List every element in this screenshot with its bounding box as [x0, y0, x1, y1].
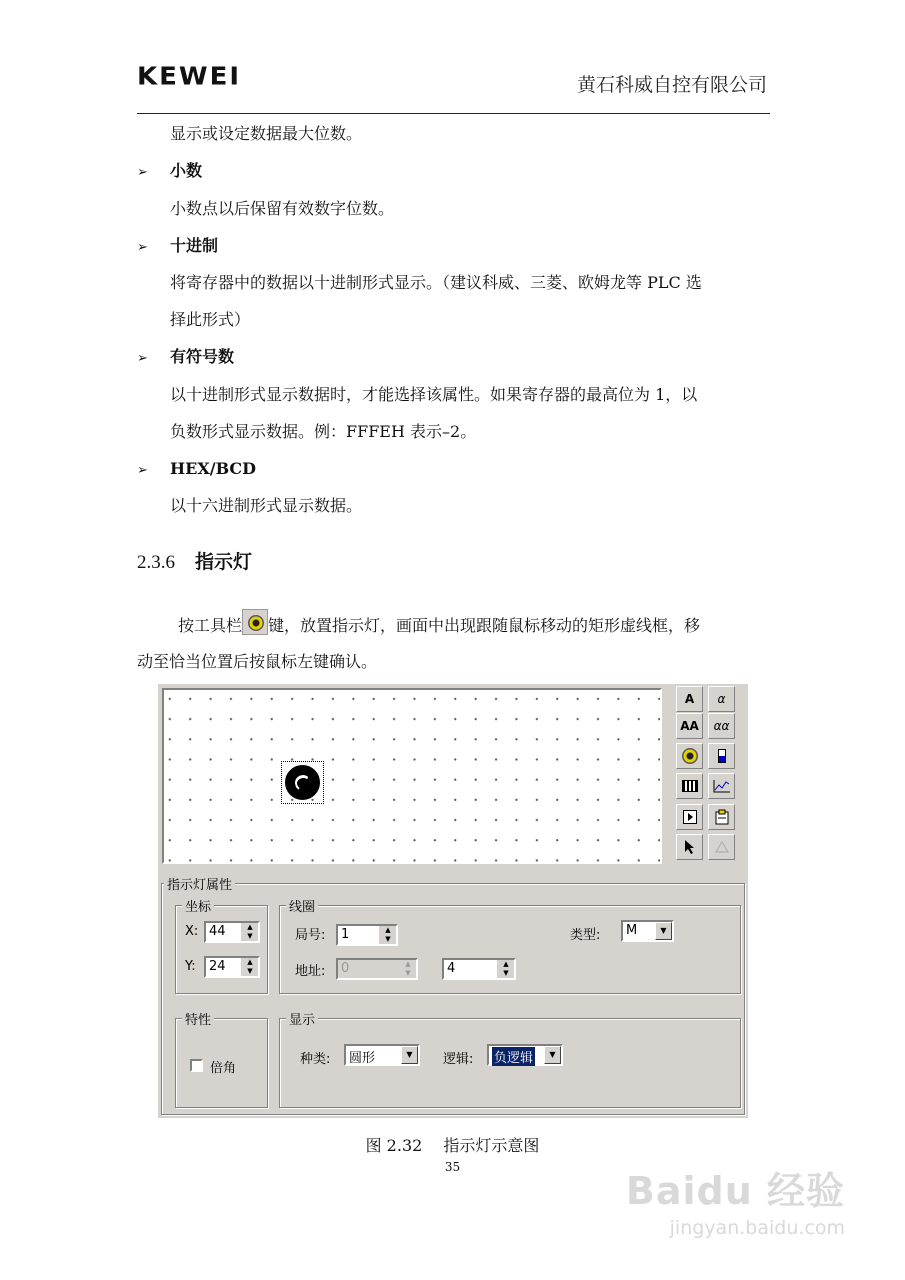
- watermark-main: Baidu 经验: [625, 1169, 845, 1213]
- addr-spin[interactable]: [442, 958, 516, 980]
- indicator-lamp-selection[interactable]: [281, 761, 324, 804]
- paragraph-base10-line2: 择此形式）: [170, 310, 251, 329]
- bullet-hexbcd: [137, 459, 256, 481]
- bullet-title-base10: 十进制: [170, 236, 219, 255]
- baidu-watermark: [626, 1160, 845, 1239]
- company-name: 黄石科威自控有限公司: [576, 74, 767, 96]
- display-title: 显示: [286, 1009, 318, 1028]
- dropdown-arrow-icon[interactable]: ▼: [655, 922, 672, 940]
- bullet-title-signed: 有符号数: [170, 347, 235, 366]
- logic-label: 逻辑:: [443, 1052, 474, 1067]
- type-value[interactable]: M: [626, 923, 638, 938]
- bullet-decimal: [137, 161, 203, 183]
- y-value[interactable]: 24: [209, 959, 226, 974]
- spin-arrows-icon[interactable]: ▲ ▼: [241, 923, 258, 941]
- kind-label: 种类:: [300, 1052, 331, 1067]
- watermark-sub: jingyan.baidu.com: [669, 1217, 845, 1239]
- bullet-arrow-icon: ➢: [137, 165, 148, 180]
- bullet-arrow-icon: ➢: [137, 463, 148, 478]
- paragraph-signed-line1: 以十进制形式显示数据时，才能选择该属性。如果寄存器的最高位为 1，以: [170, 385, 698, 404]
- coord-group: [175, 905, 268, 994]
- bullet-signed: [137, 347, 235, 369]
- text-A-icon[interactable]: A: [676, 686, 703, 712]
- lamp-highlight: [294, 774, 313, 793]
- props-title: 指示灯属性: [164, 874, 235, 893]
- addr-value-2[interactable]: 4: [447, 961, 456, 976]
- double-angle-label: 倍角: [210, 1061, 237, 1076]
- coil-group: [279, 905, 741, 994]
- station-label: 局号:: [295, 928, 326, 943]
- paragraph-decimal: 小数点以后保留有效数字位数。: [170, 199, 395, 218]
- kind-value[interactable]: 圆形: [349, 1051, 376, 1066]
- x-spin[interactable]: [204, 921, 260, 943]
- logic-select[interactable]: [487, 1044, 563, 1066]
- y-spin[interactable]: [204, 956, 260, 978]
- x-label: X:: [185, 924, 199, 939]
- screen-jump-icon[interactable]: [676, 804, 703, 830]
- design-canvas[interactable]: [162, 688, 662, 864]
- bullet-arrow-icon: ➢: [137, 240, 148, 255]
- paragraph-intro: 显示或设定数据最大位数。: [170, 124, 363, 143]
- spin-arrows-icon[interactable]: ▲ ▼: [497, 960, 514, 978]
- spin-arrows-icon[interactable]: ▲ ▼: [241, 958, 258, 976]
- addr-value: 0: [341, 961, 350, 976]
- paragraph-hexbcd: 以十六进制形式显示数据。: [170, 496, 363, 515]
- logic-value[interactable]: 负逻辑: [492, 1047, 535, 1066]
- bullet-title-hexbcd: HEX/BCD: [170, 459, 256, 478]
- section-number: 2.3.6: [137, 552, 175, 573]
- trend-chart-icon[interactable]: [708, 773, 735, 799]
- type-select[interactable]: [621, 920, 674, 942]
- dropdown-arrow-icon[interactable]: ▼: [544, 1046, 561, 1064]
- station-value[interactable]: 1: [341, 927, 350, 942]
- alpha-icon[interactable]: α: [708, 686, 735, 712]
- kewei-logo: KEWEI: [137, 62, 242, 92]
- bullet-base10: [137, 236, 219, 258]
- feature-title: 特性: [182, 1009, 214, 1028]
- x-value[interactable]: 44: [209, 924, 226, 939]
- bullet-title-decimal: 小数: [170, 161, 203, 180]
- disabled-tool-icon: [708, 834, 735, 860]
- page-number: 35: [444, 1160, 461, 1174]
- paragraph-base10-line1: 将寄存器中的数据以十进制形式显示。（建议科威、三菱、欧姆龙等 PLC 选: [170, 273, 702, 292]
- header-rule: [137, 113, 770, 114]
- coord-title: 坐标: [182, 896, 214, 915]
- kind-select[interactable]: [344, 1044, 420, 1066]
- bar-meter-icon[interactable]: [708, 743, 735, 769]
- section-title: 指示灯: [195, 551, 253, 573]
- instruction-text-a: 按工具栏: [178, 616, 243, 635]
- text-AA-icon[interactable]: AA: [676, 713, 703, 739]
- indicator-lamp-icon[interactable]: [285, 765, 320, 800]
- pointer-arrow-icon[interactable]: [676, 834, 703, 860]
- spin-arrows-icon: ▲ ▼: [399, 960, 416, 978]
- double-alpha-icon[interactable]: αα: [708, 713, 735, 739]
- indicator-lamp-icon[interactable]: [676, 743, 703, 769]
- figure-caption: 图 2.32 指示灯示意图: [365, 1136, 540, 1155]
- bullet-arrow-icon: ➢: [137, 351, 148, 366]
- addr-spin-disabled: [336, 958, 418, 980]
- indicator-lamp-dialog: [158, 684, 748, 1118]
- double-angle-checkbox[interactable]: [190, 1059, 203, 1072]
- spin-arrows-icon[interactable]: ▲ ▼: [379, 926, 396, 944]
- station-spin[interactable]: [336, 924, 398, 946]
- indicator-lamp-icon: [242, 609, 268, 635]
- instruction-text-b: 键，放置指示灯，画面中出现跟随鼠标移动的矩形虚线框，移: [268, 616, 701, 635]
- paragraph-instruction-line1: [178, 609, 700, 636]
- switch-icon[interactable]: [676, 773, 703, 799]
- paragraph-signed-line2: 负数形式显示数据。例：FFFEH 表示–2。: [170, 422, 477, 441]
- paragraph-instruction-line2: 动至恰当位置后按鼠标左键确认。: [137, 652, 378, 671]
- addr-label: 地址:: [295, 964, 326, 979]
- type-label: 类型:: [570, 928, 601, 943]
- y-label: Y:: [185, 959, 196, 974]
- toolbox-panel: [670, 684, 748, 864]
- dropdown-arrow-icon[interactable]: ▼: [401, 1046, 418, 1064]
- coil-title: 线圈: [286, 896, 318, 915]
- recipe-icon[interactable]: [708, 804, 735, 830]
- section-heading: [137, 547, 252, 574]
